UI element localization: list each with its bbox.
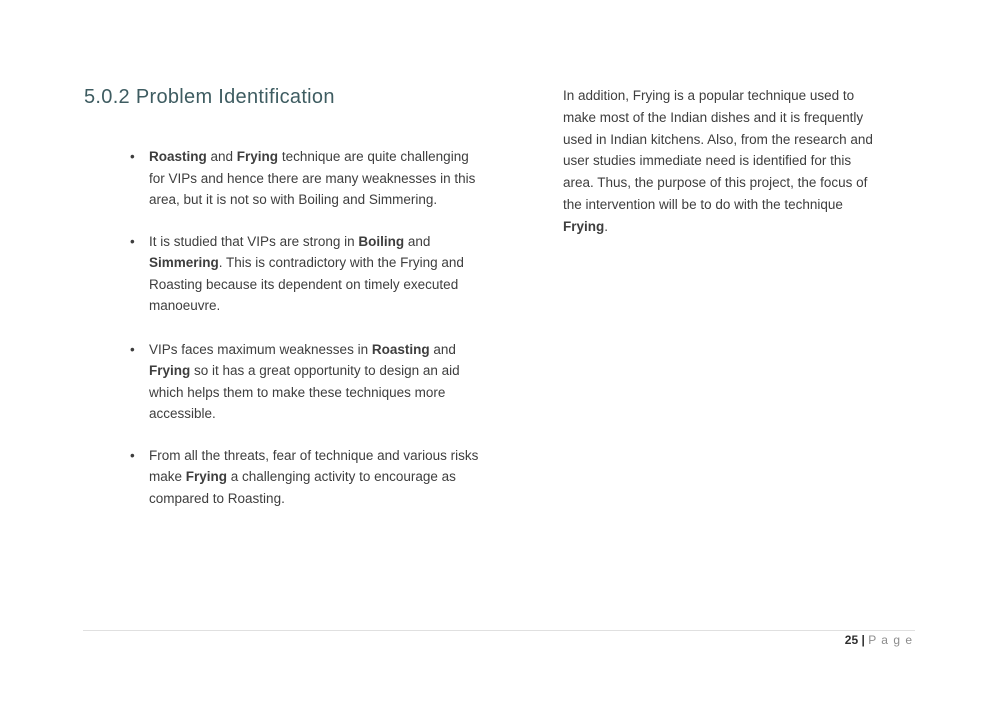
text-segment: VIPs faces maximum weaknesses in xyxy=(149,341,372,357)
text-segment: It is studied that VIPs are strong in xyxy=(149,233,359,249)
text-segment: technique are quite challenging for VIPs and hence there are many weaknesses in this area, but it is not so with Boiling and Simmering. xyxy=(149,149,476,207)
footer-page-word: P a g e xyxy=(868,633,913,647)
footer-page-number: 25 xyxy=(844,633,859,647)
text-segment: Roasting xyxy=(371,341,430,357)
text-segment: Frying xyxy=(563,218,605,234)
footer-separator: | xyxy=(858,633,869,647)
bullet-item xyxy=(84,146,486,211)
text-segment: so it has a great opportunity to design an aid which helps them to make these techniques more accessible. xyxy=(149,363,460,421)
bullet-item xyxy=(84,445,486,510)
text-segment: and xyxy=(206,149,237,164)
right-column-paragraph xyxy=(563,85,885,238)
text-segment: Frying xyxy=(185,469,228,484)
text-segment: Simmering xyxy=(149,255,219,270)
text-segment: . xyxy=(604,218,609,234)
text-segment: . This is contradictory with the Frying and Roasting because its dependent on timely executed manoeuvre. xyxy=(149,255,464,313)
bullet-item xyxy=(84,339,486,425)
footer-divider xyxy=(83,630,915,631)
bullet-item xyxy=(84,231,486,317)
bullet-list xyxy=(84,146,486,529)
text-segment: a challenging activity to encourage as compared to Roasting. xyxy=(149,469,456,506)
text-segment: Roasting xyxy=(149,149,207,164)
section-heading: 5.0.2 Problem Identification xyxy=(84,86,335,108)
text-segment: and xyxy=(429,341,456,357)
text-segment: In addition, Frying is a popular technique used to make most of the Indian dishes and it is frequently used in Indian kitchens. Also, from the research and user studies immediate need is identified for this area. Thus, the purpose of this project, the focus of the intervention will be to do with the technique xyxy=(563,88,873,212)
text-segment: and xyxy=(404,233,431,249)
text-segment: Frying xyxy=(236,149,279,164)
page-footer xyxy=(845,633,913,647)
text-segment: Frying xyxy=(149,363,191,378)
text-segment: From all the threats, fear of technique and various risks make xyxy=(149,447,479,484)
text-segment: Boiling xyxy=(358,233,405,249)
